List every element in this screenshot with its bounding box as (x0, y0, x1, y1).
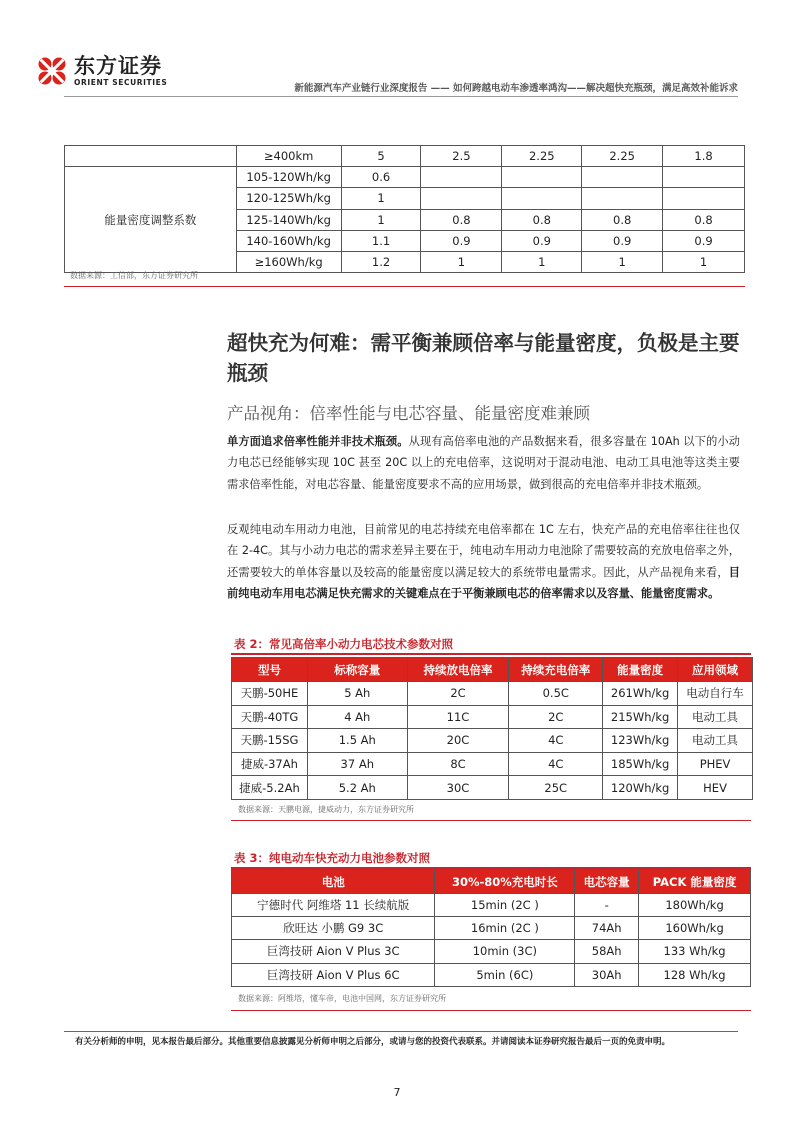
table2-divider (231, 820, 751, 821)
table-cell (65, 146, 237, 167)
table-cell: 58Ah (575, 940, 639, 963)
group-label-cell: 能量密度调整系数 (65, 167, 237, 273)
table-cell: 8C (407, 752, 509, 776)
table-cell: 0.9 (502, 230, 582, 251)
table3-source: 数据来源：阿维塔，懂车帝，电池中国网，东方证券研究所 (238, 994, 446, 1003)
table-cell: 16min (2C ) (435, 917, 575, 940)
table-cell: 2.5 (421, 146, 502, 167)
table-cell: 133 Wh/kg (639, 940, 751, 963)
brand-name-cn: 东方证券 (74, 54, 162, 78)
table-cell: 10min (3C) (435, 940, 575, 963)
table-header-row (232, 658, 753, 682)
table-cell: 74Ah (575, 917, 639, 940)
table-cell: 120Wh/kg (603, 776, 678, 800)
table-cell: 1 (663, 251, 745, 272)
table-cell: 0.9 (421, 230, 502, 251)
table-cell: 0.8 (663, 209, 745, 230)
disclaimer: 有关分析师的申明，见本报告最后部分。其他重要信息披露见分析师申明之后部分，或请与您的投资代表联系。并请阅读本证券研究报告最后一页的免责申明。 (75, 1037, 671, 1047)
table-cell: 捷威-37Ah (232, 752, 308, 776)
table-row (232, 705, 753, 729)
table-cell: 261Wh/kg (603, 682, 678, 706)
table-cell: 37 Ah (307, 752, 407, 776)
table-row (232, 682, 753, 706)
table-cell: HEV (678, 776, 753, 800)
table-cell: 0.8 (502, 209, 582, 230)
table-cell: 4C (509, 752, 603, 776)
column-header: 应用领域 (678, 658, 753, 682)
report-title: 新能源汽车产业链行业深度报告 —— 如何跨越电动车渗透率鸿沟——解决超快充瓶颈，满足高效补能诉求 (294, 83, 738, 94)
table-row (232, 776, 753, 800)
table-cell (502, 167, 582, 188)
table-cell: 185Wh/kg (603, 752, 678, 776)
table-cell: 140-160Wh/kg (236, 230, 341, 251)
table-cell: - (575, 894, 639, 917)
table2-caption-rule (231, 653, 751, 655)
orient-logo-icon (36, 55, 68, 87)
table-cell: 1.2 (341, 251, 421, 272)
table-cell: 欣旺达 小鹏 G9 3C (232, 917, 435, 940)
table-cell: 180Wh/kg (639, 894, 751, 917)
table-cell: ≥400km (236, 146, 341, 167)
table-cell: 1 (341, 209, 421, 230)
column-header: 型号 (232, 658, 308, 682)
table-row (232, 752, 753, 776)
table-row (232, 894, 751, 917)
table-cell: 105-120Wh/kg (236, 167, 341, 188)
table-cell: 2C (509, 705, 603, 729)
table-cell: 5 (341, 146, 421, 167)
table-cell: 1 (502, 251, 582, 272)
table-cell: 0.5C (509, 682, 603, 706)
table1-source: 数据来源：工信部，东方证券研究所 (70, 271, 198, 280)
table-cell: ≥160Wh/kg (236, 251, 341, 272)
cell-spec-table (231, 657, 753, 800)
table-cell: 128 Wh/kg (639, 963, 751, 986)
table-cell: 电动自行车 (678, 682, 753, 706)
paragraph-1-lead: 单方面追求倍率性能并非技术瓶颈。 (227, 435, 409, 448)
brand-name-en: ORIENT SECURITIES (74, 78, 168, 87)
table-cell: 捷威-5.2Ah (232, 776, 308, 800)
table-row (65, 146, 745, 167)
adjustment-table (64, 145, 745, 273)
table-cell: 2.25 (502, 146, 582, 167)
table-cell: 160Wh/kg (639, 917, 751, 940)
table-cell: 5min (6C) (435, 963, 575, 986)
table-row (232, 963, 751, 986)
table-cell: 25C (509, 776, 603, 800)
table-row (232, 729, 753, 753)
table-cell: 1.8 (663, 146, 745, 167)
table-cell: 120-125Wh/kg (236, 188, 341, 209)
table-row (232, 940, 751, 963)
table-cell: 巨湾技研 Aion V Plus 6C (232, 963, 435, 986)
table-cell: 1.5 Ah (307, 729, 407, 753)
paragraph-2-text: 反观纯电动车用动力电池，目前常见的电芯持续充电倍率都在 1C 左右，快充产品的充电倍率往往也仅在 2-4C。其与小动力电芯的需求差异主要在于，纯电动车用动力电池除了需要较高的充放电倍率之外，还需要较大的单体容量以及较高的能量密度以满足较大的系统带电量需求。因此，从产品视角来看， (227, 523, 740, 579)
table-cell: 0.8 (421, 209, 502, 230)
table-cell: 0.9 (582, 230, 663, 251)
column-header: PACK 能量密度 (639, 870, 751, 894)
table-row (232, 917, 751, 940)
header-divider (64, 96, 738, 97)
column-header: 电芯容量 (575, 870, 639, 894)
table-cell: 123Wh/kg (603, 729, 678, 753)
table-cell: 15min (2C ) (435, 894, 575, 917)
table-cell: 125-140Wh/kg (236, 209, 341, 230)
column-header: 持续充电倍率 (509, 658, 603, 682)
table-cell: PHEV (678, 752, 753, 776)
table-cell: 宁德时代 阿维塔 11 长续航版 (232, 894, 435, 917)
table-cell: 天鹏-50HE (232, 682, 308, 706)
subsection-heading: 产品视角：倍率性能与电芯容量、能量密度难兼顾 (227, 404, 590, 423)
paragraph-1-text: 从现有高倍率电池的产品数据来看，很多容量在 10Ah 以下的小动力电芯已经能够实现 10C 甚至 20C 以上的充电倍率，这说明对于混动电池、电动工具电池等这类主要需求倍率性能，对电芯容量、能量密度要求不高的应用场景，做到很高的充电倍率并非技术瓶颈。 (227, 435, 740, 491)
column-header: 持续放电倍率 (407, 658, 509, 682)
table-cell: 1.1 (341, 230, 421, 251)
table-cell: 5 Ah (307, 682, 407, 706)
table-cell (421, 188, 502, 209)
table-cell: 2.25 (582, 146, 663, 167)
table-cell: 30Ah (575, 963, 639, 986)
brand-logo (36, 55, 167, 87)
fast-charge-table (231, 869, 751, 987)
table-row (65, 167, 745, 188)
table-cell: 30C (407, 776, 509, 800)
table-cell: 20C (407, 729, 509, 753)
table-header-row (232, 870, 751, 894)
section-heading: 超快充为何难：需平衡兼顾倍率与能量密度，负极是主要瓶颈 (227, 331, 740, 385)
table3-divider (231, 1010, 751, 1011)
table-cell: 0.8 (582, 209, 663, 230)
paragraph-2-conclusion: 目前纯电动车用电芯满足快充需求的关键难点在于平衡兼顾电芯的倍率需求以及容量、能量密度需求。 (227, 565, 740, 600)
table-cell: 1 (421, 251, 502, 272)
paragraph-1 (227, 431, 740, 495)
table2-caption: 表 2：常见高倍率小动力电芯技术参数对照 (234, 637, 454, 651)
table-cell (421, 167, 502, 188)
table-cell: 1 (341, 188, 421, 209)
page-number: 7 (393, 1086, 401, 1099)
table-cell: 电动工具 (678, 729, 753, 753)
column-header: 标称容量 (307, 658, 407, 682)
table-cell: 2C (407, 682, 509, 706)
table-cell: 巨湾技研 Aion V Plus 3C (232, 940, 435, 963)
table-cell: 4C (509, 729, 603, 753)
table-cell: 4 Ah (307, 705, 407, 729)
column-header: 电池 (232, 870, 435, 894)
table-cell: 电动工具 (678, 705, 753, 729)
paragraph-2 (227, 519, 740, 604)
table-cell: 1 (582, 251, 663, 272)
table-cell (502, 188, 582, 209)
table-cell (663, 188, 745, 209)
table1-divider (64, 286, 745, 287)
table-cell: 天鹏-15SG (232, 729, 308, 753)
column-header: 能量密度 (603, 658, 678, 682)
table-cell: 11C (407, 705, 509, 729)
table-cell: 天鹏-40TG (232, 705, 308, 729)
table-cell: 5.2 Ah (307, 776, 407, 800)
table-cell: 0.6 (341, 167, 421, 188)
table-cell (582, 167, 663, 188)
table-cell: 215Wh/kg (603, 705, 678, 729)
footer-divider (64, 1031, 738, 1032)
table-cell (663, 167, 745, 188)
table-cell (582, 188, 663, 209)
table3-caption: 表 3：纯电动车快充动力电池参数对照 (234, 851, 431, 865)
table-cell: 0.9 (663, 230, 745, 251)
column-header: 30%-80%充电时长 (435, 870, 575, 894)
table2-source: 数据来源：天鹏电源，捷威动力，东方证券研究所 (238, 805, 414, 814)
